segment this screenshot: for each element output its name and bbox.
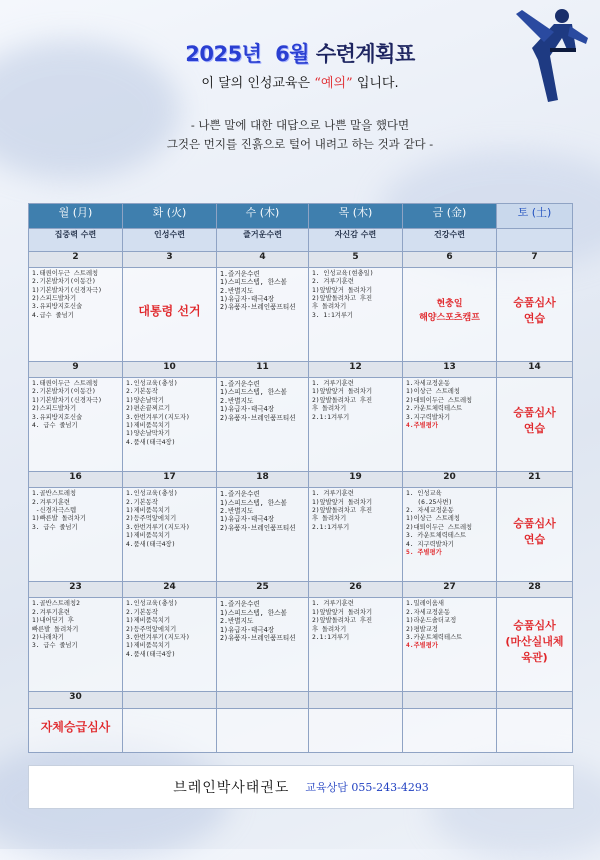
focus-label-mon: 집중력 수련	[29, 228, 123, 251]
training-plan	[309, 488, 402, 532]
plan-line: 2.반별지도	[220, 506, 254, 515]
day-cell-thu	[309, 267, 403, 361]
contact-phone: 교육상담 055-243-4293	[305, 781, 429, 794]
training-plan	[309, 378, 402, 422]
plan-line: 2.기본동작	[126, 608, 158, 616]
plan-line: 1)스피드스텝, 한스볼	[220, 498, 287, 507]
plan-line: 1.인성교육(충성)	[126, 490, 178, 498]
day-cell-fri	[403, 598, 497, 692]
plan-line: 1. 인성교육	[406, 490, 442, 498]
plan-line: 1.즐거운수련	[220, 490, 260, 499]
plan-line: 1.즐거운수련	[220, 379, 260, 388]
plan-line: 2.반별지도	[220, 286, 254, 295]
plan-line: 2)대퇴이두근 스트레칭	[406, 396, 473, 404]
plan-line: 2.반별지도	[220, 396, 254, 405]
plan-line: 1)제비품목치기	[126, 532, 171, 540]
day-cell-thu	[309, 708, 403, 752]
plan-line: 1. 겨루기훈련	[312, 490, 354, 498]
plan-line: 2.겨루기훈련	[32, 498, 70, 506]
day-cell-tue	[123, 488, 217, 582]
plan-line: 3. 급수 줄넘기	[32, 523, 78, 531]
date-number: 5	[309, 251, 403, 267]
plan-line: 후 돌려차기	[312, 515, 347, 523]
training-plan	[29, 488, 122, 532]
date-number: 10	[123, 361, 217, 377]
plan-line: 2)유품자-브레인품프티션	[220, 303, 296, 312]
plan-line: 1.인성교육(충성)	[126, 379, 178, 387]
plan-line: 1.태퀀이두근 스트레칭	[32, 379, 99, 387]
training-plan	[217, 268, 308, 312]
plan-line: 3. 1:1겨루기	[312, 311, 353, 319]
day-header-thu: 목 (木)	[309, 204, 403, 229]
monthly-virtue: 이 달의 인성교육은 “예의” 입니다.	[201, 76, 399, 91]
plan-line: 2)앞발돌려차고 후진	[312, 617, 373, 625]
plan-line: 3. 카운트체력테스트	[406, 532, 467, 540]
plan-line: 2.기본동작	[126, 498, 158, 506]
day-cell-sat	[497, 377, 573, 471]
plan-line: 2.겨루기훈련	[32, 608, 70, 616]
date-number: 4	[217, 251, 309, 267]
plan-line: 1.골반스트레칭2	[32, 600, 80, 608]
plan-line: 2. 겨루기훈련	[312, 278, 354, 286]
plan-line: 3.한번겨루기(지도자)	[126, 413, 190, 421]
day-cell-tue	[123, 708, 217, 752]
day-cell-mon	[29, 377, 123, 471]
plan-line: 1. 겨루기훈련	[312, 379, 354, 387]
date-number: 19	[309, 471, 403, 487]
plan-line: 4.급수 줄넘기	[32, 311, 74, 319]
plan-line: 2. 자세교정운동	[406, 506, 454, 514]
date-number: 24	[123, 582, 217, 598]
focus-label-tue: 인성수련	[123, 228, 217, 251]
day-header-wed: 수 (木)	[217, 204, 309, 229]
plan-line: 2)나래차기	[32, 634, 64, 642]
plan-line: 2)대퇴이두근 스트레칭	[406, 523, 473, 531]
day-cell-fri	[403, 377, 497, 471]
date-number: 9	[29, 361, 123, 377]
day-header-mon: 월 (月)	[29, 204, 123, 229]
day-cell-sat	[497, 598, 573, 692]
event-label: 승품심사 연습	[513, 516, 556, 546]
plan-line: 1)제비품목치기	[126, 506, 171, 514]
plan-line: 1)유급자-태극4장	[220, 515, 275, 524]
quote-line: - 나쁜 말에 대한 대답으로 나쁜 말을 했다면	[190, 118, 410, 132]
plan-line: 1.태퀀이두근 스트레칭	[32, 269, 99, 277]
date-number: 13	[403, 361, 497, 377]
training-plan	[403, 598, 496, 650]
day-cell-tue	[123, 267, 217, 361]
plan-line: 1. 겨루기훈련	[312, 600, 354, 608]
plan-line: 후 돌려차기	[312, 303, 347, 311]
day-cell-wed	[217, 488, 309, 582]
page-title: 2025년 6월 수련계획표	[185, 42, 415, 66]
plan-line: 후 돌려차기	[312, 625, 347, 633]
plan-line: 1)라운드숄더교정	[406, 617, 457, 625]
date-number: 16	[29, 471, 123, 487]
plan-line: 1)유급자-태극4장	[220, 294, 275, 303]
training-plan	[217, 598, 308, 642]
quote-line: 그것은 먼지를 진흙으로 털어 내려고 하는 것과 같다 -	[166, 137, 434, 151]
date-number: 30	[29, 692, 123, 708]
weekly-evaluation: 5. 주별평가	[406, 549, 442, 557]
plan-line: 3.유피방지호신술	[32, 413, 83, 421]
training-plan	[217, 488, 308, 532]
plan-line: 1)이상근 스트레칭	[406, 515, 460, 523]
date-number: 27	[403, 582, 497, 598]
plan-line: 2)앞발돌려차고 후진	[312, 396, 373, 404]
day-header-fri: 금 (金)	[403, 204, 497, 229]
plan-line: 1. 인성교육(현충일)	[312, 269, 374, 277]
day-cell-mon	[29, 708, 123, 752]
plan-line: 3.지구력발차기	[406, 413, 451, 421]
plan-line: 2)앞발돌려차고 후진	[312, 294, 373, 302]
plan-line: 2)유품자-브레인품프티션	[220, 634, 296, 643]
plan-line: 1)제비품목치기	[126, 617, 171, 625]
training-plan	[123, 378, 216, 447]
date-number: 20	[403, 471, 497, 487]
plan-line: 2.카운트체력테스트	[406, 405, 463, 413]
plan-line: 2)평발교정	[406, 625, 438, 633]
plan-line: 2.반별지도	[220, 617, 254, 626]
training-plan	[217, 378, 308, 422]
plan-line: 1)앞발앞거 돌려차기	[312, 498, 373, 506]
plan-line: 2)편손끝찌르기	[126, 405, 171, 413]
date-number	[403, 692, 497, 708]
date-number: 3	[123, 251, 217, 267]
plan-line: 1.자세교정운동	[406, 379, 451, 387]
date-number: 26	[309, 582, 403, 598]
plan-line: 1)스피드스텝, 한스볼	[220, 278, 287, 287]
event-label: 대통령 선거	[138, 304, 201, 319]
plan-line: 1.밀레이움새	[406, 600, 444, 608]
plan-line: 1.인성교육(충성)	[126, 600, 178, 608]
academy-name: 브레인박사태권도	[173, 780, 290, 796]
date-number: 28	[497, 582, 573, 598]
plan-line: 2)등주먹앞에치기	[126, 625, 177, 633]
date-number	[497, 692, 573, 708]
plan-line: 2.자세교정운동	[406, 608, 451, 616]
training-plan	[403, 488, 496, 557]
plan-line: 2)유품자-브레인품프티션	[220, 413, 296, 422]
date-number: 6	[403, 251, 497, 267]
plan-line: 2.기본발차기(이동간)	[32, 388, 96, 396]
plan-line: 1)기본발차기(신경자극)	[32, 286, 102, 294]
plan-line: 3.한번겨루기(지도자)	[126, 634, 190, 642]
event-label: 현충일 해양스포츠캠프	[419, 299, 480, 324]
focus-label-thu: 자신감 수련	[309, 228, 403, 251]
plan-line: 4.품새(태극4장)	[126, 438, 176, 446]
plan-line: 1)제비품목치기	[126, 642, 171, 650]
plan-line: 4. 지구력발차기	[406, 540, 454, 548]
day-cell-fri	[403, 267, 497, 361]
focus-label-fri: 건강수련	[403, 228, 497, 251]
plan-line: 빠른발 돌려차기	[32, 625, 79, 633]
date-number: 12	[309, 361, 403, 377]
plan-line: 1)앞발앞거 돌려차기	[312, 608, 373, 616]
date-number: 25	[217, 582, 309, 598]
day-cell-thu	[309, 377, 403, 471]
date-number	[123, 692, 217, 708]
day-cell-wed	[217, 267, 309, 361]
training-plan	[123, 488, 216, 549]
date-number	[309, 692, 403, 708]
plan-line: 2.기본동작	[126, 388, 158, 396]
day-cell-fri	[403, 708, 497, 752]
training-plan	[403, 378, 496, 430]
event-label: 승품심사 연습	[513, 296, 556, 326]
event-label: 자체승급심사	[40, 720, 111, 735]
plan-line: 2)스피드발차기	[32, 294, 77, 302]
quote	[0, 116, 600, 154]
day-cell-wed	[217, 708, 309, 752]
plan-line: (6.25사변)	[406, 498, 453, 506]
plan-line: 1)앞발앞거 돌려차기	[312, 286, 373, 294]
day-header-tue: 화 (火)	[123, 204, 217, 229]
plan-line: 1)스피드스텝, 한스볼	[220, 608, 287, 617]
plan-line: 2)앞발돌려차고 후진	[312, 506, 373, 514]
plan-line: 4.품새(태극4장)	[126, 540, 176, 548]
plan-line: 1)앞발앞거 돌려차기	[312, 388, 373, 396]
plan-line: -신경자극스텝	[32, 506, 77, 514]
plan-line: 2)등주먹앞에치기	[126, 515, 177, 523]
plan-line: 2.기본발차기(이동간)	[32, 278, 96, 286]
date-number: 14	[497, 361, 573, 377]
training-calendar	[28, 203, 573, 753]
plan-line: 2.1:1겨루기	[312, 523, 350, 531]
day-cell-sat	[497, 267, 573, 361]
plan-line: 1)이상근 스트레칭	[406, 388, 460, 396]
day-cell-sat	[497, 708, 573, 752]
training-plan	[309, 268, 402, 320]
day-cell-sat	[497, 488, 573, 582]
day-cell-tue	[123, 377, 217, 471]
plan-line: 1)제비품목치기	[126, 421, 171, 429]
day-cell-mon	[29, 488, 123, 582]
training-plan	[29, 598, 122, 650]
plan-line: 1)내어딛기 후	[32, 617, 74, 625]
day-cell-wed	[217, 598, 309, 692]
plan-line: 2)스피드발차기	[32, 405, 77, 413]
day-cell-tue	[123, 598, 217, 692]
plan-line: 1)양손날막차기	[126, 430, 171, 438]
training-plan	[123, 598, 216, 659]
event-label: 승품심사 (마산실내체 육관)	[505, 618, 564, 664]
plan-line: 3.유피방지호신술	[32, 303, 83, 311]
plan-line: 3. 급수 줄넘기	[32, 642, 78, 650]
date-number: 23	[29, 582, 123, 598]
date-number: 11	[217, 361, 309, 377]
date-number: 21	[497, 471, 573, 487]
plan-line: 1.즐거운수련	[220, 269, 260, 278]
day-cell-thu	[309, 598, 403, 692]
plan-line: 1)빠른발 돌려차기	[32, 515, 86, 523]
weekly-evaluation: 4.주별평가	[406, 421, 438, 429]
plan-line: 2.1:1겨루기	[312, 634, 350, 642]
plan-line: 4.품새(태극4장)	[126, 650, 176, 658]
focus-label-wed: 즐거운수련	[217, 228, 309, 251]
training-plan	[309, 598, 402, 642]
plan-line: 3.한번겨루기(지도자)	[126, 523, 190, 531]
date-number	[217, 692, 309, 708]
focus-label-sat	[497, 228, 573, 251]
event-label: 승품심사 연습	[513, 406, 556, 436]
day-header-sat: 토 (土)	[497, 204, 573, 229]
plan-line: 1)스피드스텝, 한스볼	[220, 388, 287, 397]
day-cell-mon	[29, 267, 123, 361]
day-cell-fri	[403, 488, 497, 582]
plan-line: 1)기본발차기(신경자극)	[32, 396, 102, 404]
plan-line: 1)유급자-태극4장	[220, 625, 275, 634]
plan-line: 후 돌려차기	[312, 405, 347, 413]
date-number: 17	[123, 471, 217, 487]
day-cell-wed	[217, 377, 309, 471]
plan-line: 1.즐거운수련	[220, 600, 260, 609]
date-number: 18	[217, 471, 309, 487]
training-plan	[29, 268, 122, 320]
weekly-evaluation: 4.주별평가	[406, 642, 438, 650]
date-number: 2	[29, 251, 123, 267]
training-plan	[29, 378, 122, 430]
plan-line: 4. 급수 줄넘기	[32, 421, 78, 429]
day-cell-mon	[29, 598, 123, 692]
plan-line: 3.카운트체력테스트	[406, 634, 463, 642]
plan-line: 1)유급자-태극4장	[220, 405, 275, 414]
footer	[28, 765, 574, 809]
plan-line: 2)유품자-브레인품프티션	[220, 523, 296, 532]
day-cell-thu	[309, 488, 403, 582]
plan-line: 1)양손날막기	[126, 396, 164, 404]
date-number: 7	[497, 251, 573, 267]
plan-line: 2.1:1겨루기	[312, 413, 350, 421]
plan-line: 1.골반스트레칭	[32, 490, 77, 498]
